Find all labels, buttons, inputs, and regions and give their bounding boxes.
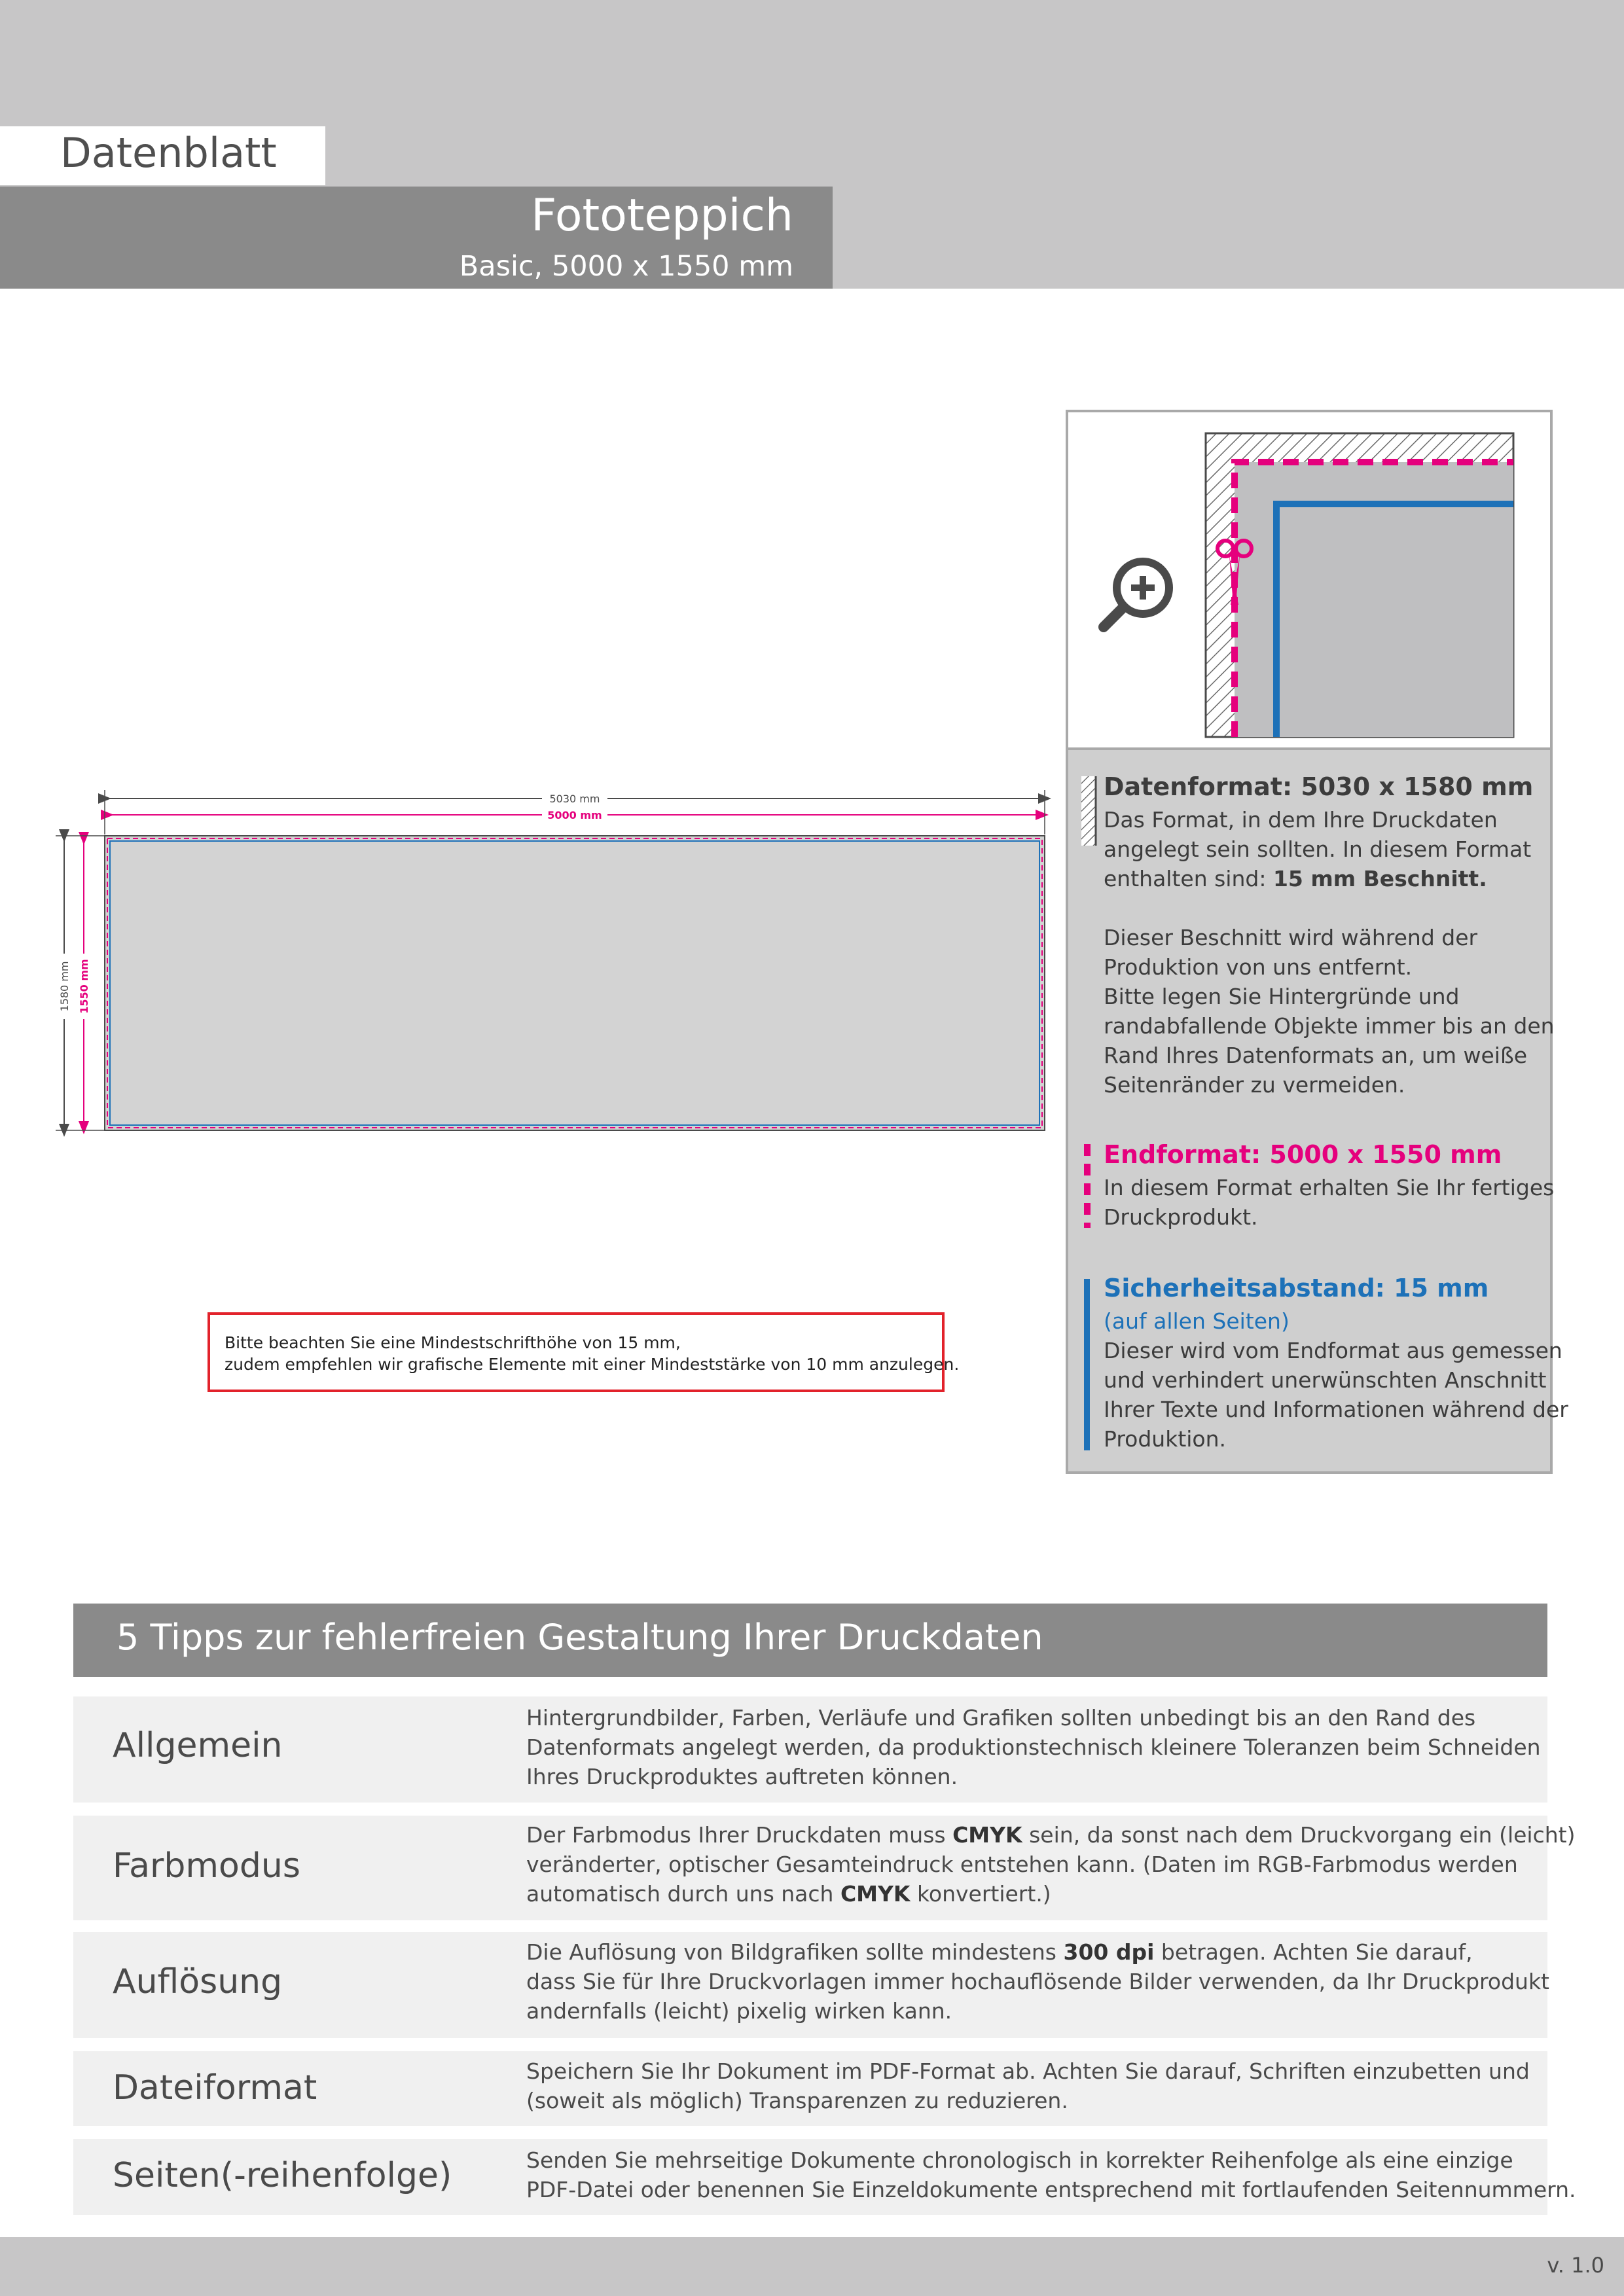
tips-title: 5 Tipps zur fehlerfreien Gestaltung Ihrer Druckdaten [117,1617,1043,1658]
note-line-1: Bitte beachten Sie eine Mindestschrifthöhe von 15 mm, [225,1333,681,1352]
width-final-label: 5000 mm [547,809,602,821]
tip-text: Senden Sie mehrseitige Dokumente chronologisch in korrekter Reihenfolge als eine einzige PDF-Datei oder benennen Sie Einzeldokumente entsprechend mit fortlaufenden Seitennummern. [526,2147,1576,2202]
height-data-label: 1580 mm [58,961,71,1012]
tip-label: Dateiformat [113,2068,317,2108]
doc-type-label: Datenblatt [60,129,277,177]
tip-text: Speichern Sie Ihr Dokument im PDF-Format ab. Achten Sie darauf, Schriften einzubetten und (soweit als möglich) Transparenzen zu reduzieren. [526,2058,1530,2113]
version-label: v. 1.0 [1547,2253,1604,2278]
tip-label: Seiten(-reihenfolge) [113,2156,452,2195]
footer-band [0,2237,1624,2296]
height-final-label: 1550 mm [78,959,90,1014]
width-data-label: 5030 mm [549,793,600,805]
datenformat-text: Das Format, in dem Ihre Druckdaten angelegt sein sollten. In diesem Format enthalten sind: 15 mm Beschnitt. Dieser Beschnitt wird während der Produktion von uns entfernt. Bitte legen Sie Hintergründe und randabfallende Objekte immer bis an den Rand Ihres Datenformats an, um weiße Seitenränder zu vermeiden. [1104,807,1555,1098]
zoom-panel [1066,410,1553,750]
sicherheit-text: (auf allen Seiten) Dieser wird vom Endformat aus gemessen und verhindert unerwünschten Anschnitt Ihrer Texte und Informationen während der Produktion. [1104,1308,1568,1452]
tip-text: Die Auflösung von Bildgrafiken sollte mindestens 300 dpi betragen. Achten Sie darauf, dass Sie für Ihre Druckvorlagen immer hochauflösende Bilder verwenden, da Ihr Druckprodukt andernfalls (leicht) pixelig wirken kann. [526,1939,1549,2024]
endformat-title: Endformat: 5000 x 1550 mm [1104,1140,1502,1169]
sicherheit-title: Sicherheitsabstand: 15 mm [1104,1274,1489,1302]
tip-text: Der Farbmodus Ihrer Druckdaten muss CMYK sein, da sonst nach dem Druckvorgang ein (leicht) veränderter, optischer Gesamteindruck entstehen kann. (Daten im RGB-Farbmodus werden automatisch durch uns nach CMYK konvertiert.) [526,1822,1576,1907]
zoom-detail [1068,412,1550,750]
tip-label: Auflösung [113,1962,283,2001]
format-diagram [39,782,1060,1149]
endformat-text: In diesem Format erhalten Sie Ihr fertiges Druckprodukt. [1104,1175,1555,1230]
note-line-2: zudem empfehlen wir grafische Elemente mit einer Mindeststärke von 10 mm anzulegen. [225,1355,960,1374]
tip-label: Farbmodus [113,1846,300,1886]
product-subtitle: Basic, 5000 x 1550 mm [459,250,793,283]
trim-marker-icon [1083,1143,1092,1228]
data-format-rect [105,836,1045,1130]
note-box [208,1312,960,1392]
safety-marker-icon [1084,1279,1090,1450]
product-title: Fototeppich [531,190,793,242]
datenformat-title: Datenformat: 5030 x 1580 mm [1104,772,1534,801]
bleed-marker-icon [1080,775,1098,848]
tip-label: Allgemein [113,1726,283,1765]
zoom-in-icon [1104,562,1169,627]
legend-panel [1066,747,1568,1474]
tip-text: Hintergrundbilder, Farben, Verläufe und Grafiken sollten unbedingt bis an den Rand des Datenformats angelegt werden, da produktionstechnisch kleinere Toleranzen beim Schneiden Ihres Druckproduktes auftreten können. [526,1705,1541,1789]
